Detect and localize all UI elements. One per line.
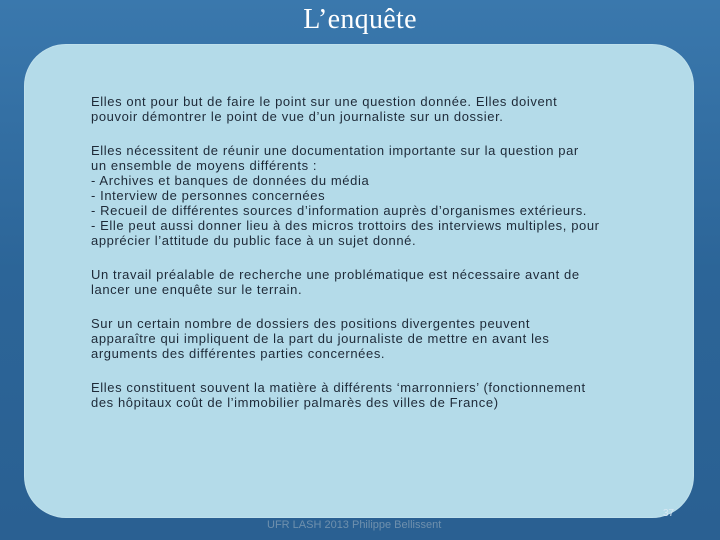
paragraph-line: Sur un certain nombre de dossiers des positions divergentes peuvent <box>91 316 531 331</box>
paragraph-line: apparaître qui impliquent de la part du journaliste de mettre en avant les <box>91 331 550 346</box>
bullet-line: apprécier l’attitude du public face à un sujet donné. <box>91 233 417 248</box>
bullet-line: - Elle peut aussi donner lieu à des micros trottoirs des interviews multiples, pour <box>91 218 600 233</box>
paragraph-line: pouvoir démontrer le point de vue d’un journaliste sur un dossier. <box>91 109 504 124</box>
bullet-line: - Interview de personnes concernées <box>91 188 326 203</box>
bullet-line: - Recueil de différentes sources d’information auprès d’organismes extérieurs. <box>91 203 588 218</box>
paragraph-line: lancer une enquête sur le terrain. <box>91 282 303 297</box>
bullet-line: - Archives et banques de données du média <box>91 173 370 188</box>
page-number: 37 <box>663 508 675 519</box>
paragraph-line: Elles nécessitent de réunir une documentation importante sur la question par <box>91 143 579 158</box>
paragraph-purpose <box>91 94 661 124</box>
slide-body <box>91 94 661 429</box>
paragraph-line: Un travail préalable de recherche une problématique est nécessaire avant de <box>91 267 580 282</box>
slide-title: L’enquête <box>303 4 417 35</box>
paragraph-documentation <box>91 143 661 248</box>
paragraph-positions <box>91 316 661 361</box>
slide-footer: UFR LASH 2013 Philippe Bellissent <box>267 519 442 531</box>
paragraph-marronniers <box>91 380 661 410</box>
paragraph-line: Elles constituent souvent la matière à différents ‘marronniers’ (fonctionnement <box>91 380 586 395</box>
paragraph-line: arguments des différentes parties concernées. <box>91 346 386 361</box>
paragraph-line: Elles ont pour but de faire le point sur une question donnée. Elles doivent <box>91 94 558 109</box>
paragraph-research <box>91 267 661 297</box>
paragraph-line: un ensemble de moyens différents : <box>91 158 318 173</box>
paragraph-line: des hôpitaux coût de l’immobilier palmarès des villes de France) <box>91 395 499 410</box>
